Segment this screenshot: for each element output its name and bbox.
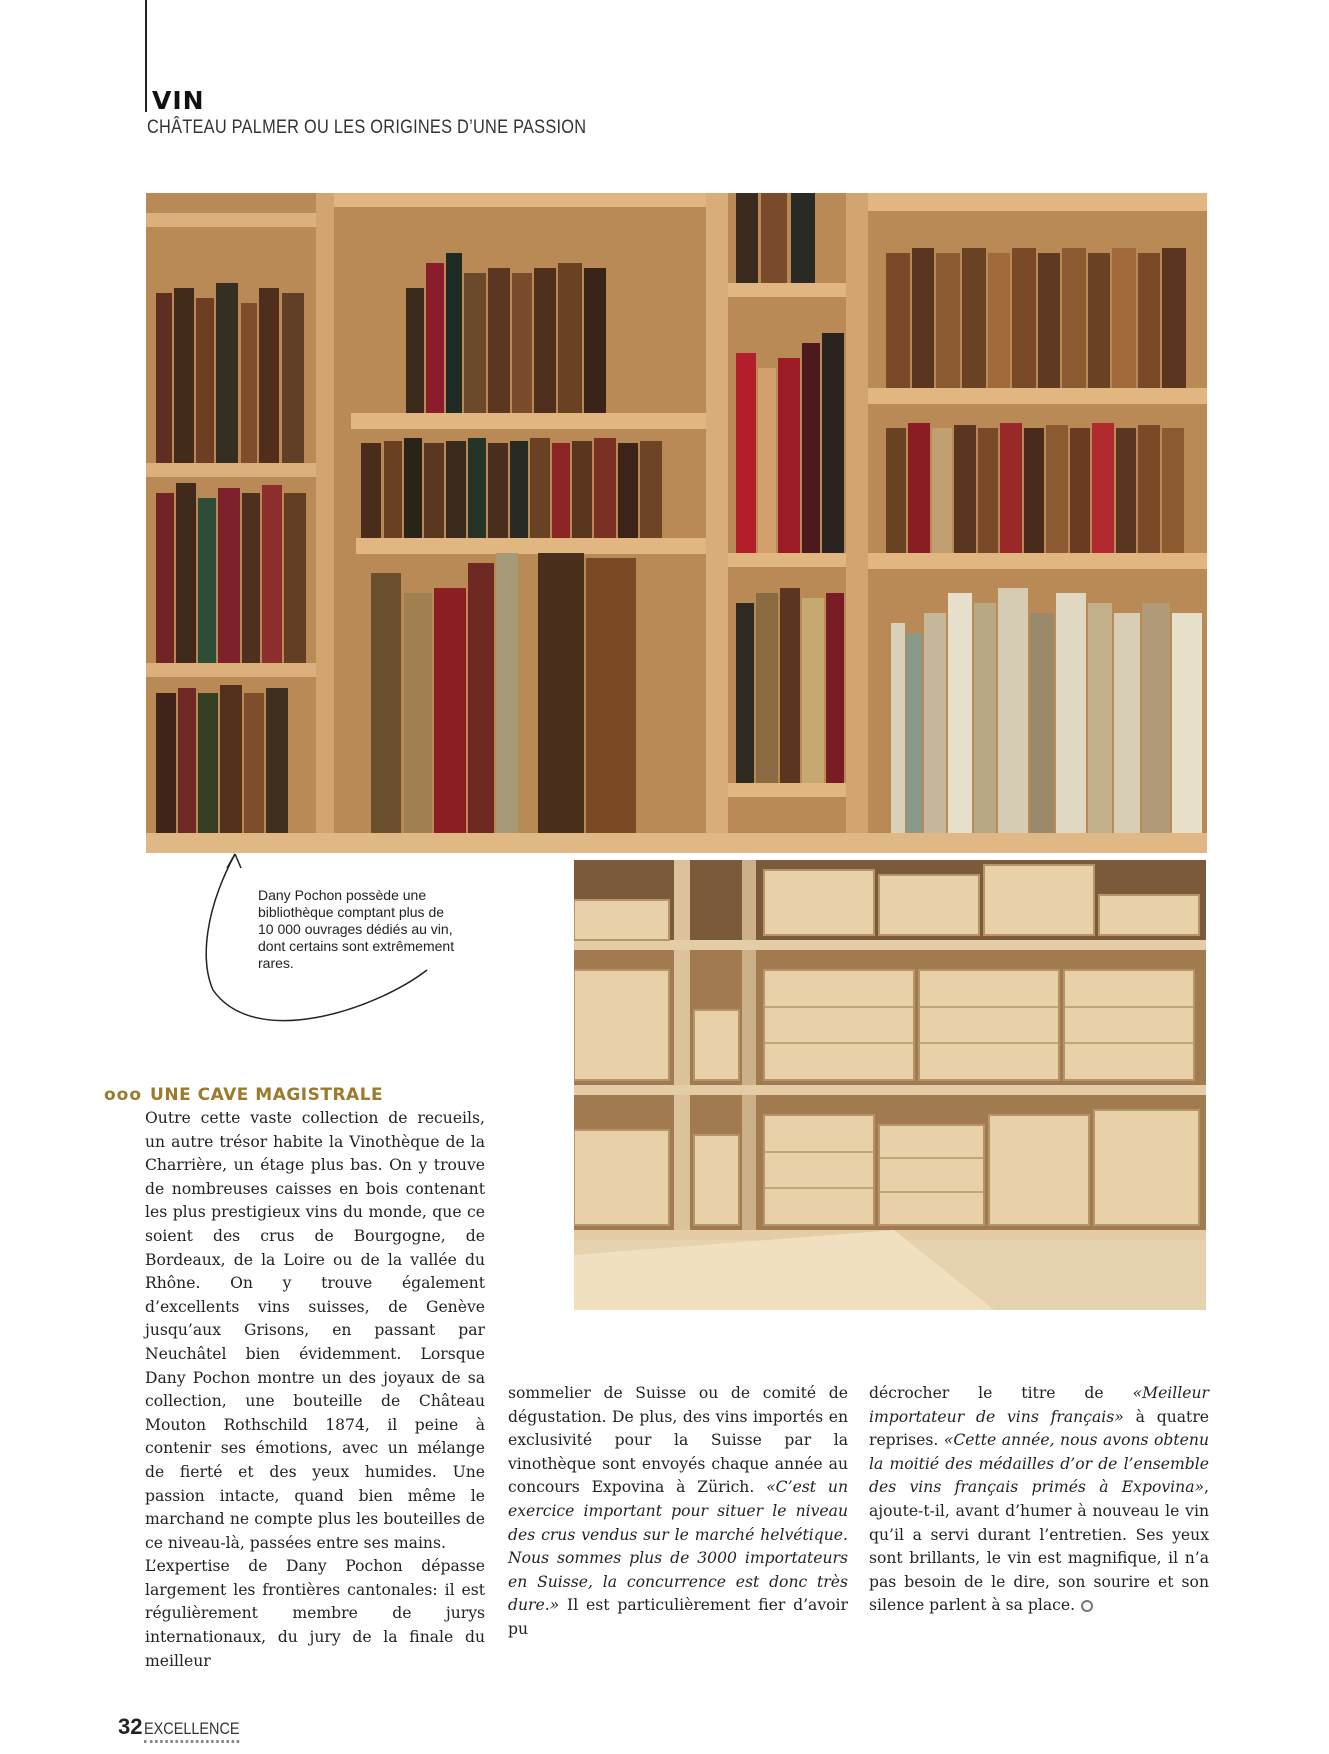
col3-text-b: à quatre reprises. [869,1407,1209,1450]
magazine-name: EXCELLENCE [144,1719,240,1743]
subhead-dots-icon: ooo [104,1085,143,1105]
article-paragraph-3 [508,1382,848,1642]
page-number: 32 [118,1714,143,1739]
photo-caption: Dany Pochon possède une bibliothèque comptant plus de 10 000 ouvrages dédiés au vin, dont certains sont extrêmement rares. [258,887,455,971]
end-mark-icon [1081,1600,1093,1612]
article-column-2 [508,1382,848,1642]
bookshelf-illustration [146,193,1207,853]
col2-text-b: Il est particulièrement fier d’avoir pu [508,1596,848,1638]
section-title: VIN [152,86,205,115]
col3-quote-1: «Meilleur importateur de vins français» [869,1384,1209,1426]
page-footer [118,1714,257,1743]
article-paragraph-4 [869,1382,1209,1618]
article-column-1 [145,1107,485,1673]
col3-quote-2: «Cette année, nous avons obtenu la moitié des médailles d’or de l’ensemble des vins français primés à Expovina» [869,1431,1209,1497]
col2-text-a: sommelier de Suisse ou de comité de dégustation. De plus, des vins importés en exclusivité pour la Suisse par la vinothèque sont envoyés chaque année au concours Expovina à Zürich. [508,1384,848,1497]
section-subtitle: CHÂTEAU PALMER OU LES ORIGINES D’UNE PASSION [147,117,587,138]
wine-cellar-illustration [574,860,1206,1310]
article-paragraph-2: L’expertise de Dany Pochon dépasse largement les frontières cantonales: il est régulièrement membre de jurys internationaux, du jury de la finale du meilleur [145,1557,485,1670]
col2-quote: «C’est un exercice important pour situer le niveau des crus vendus sur le marché helvétique. Nous sommes plus de 3000 importateurs en Suisse, la concurrence est donc très dure.» [508,1478,848,1615]
article-subhead [104,1085,383,1105]
header-rule [145,0,147,112]
bookshelf-photo [146,193,1207,853]
article-paragraph-1: Outre cette vaste collection de recueils, un autre trésor habite la Vinothèque de la Charrière, un étage plus bas. On y trouve de nombreuses caisses en bois contenant les plus prestigieux vins du monde, que ce soient des crus de Bourgogne, de Bordeaux, de la Loire ou de la vallée du Rhône. On y trouve également d’excellents vins suisses, de Genève jusqu’aux Grisons, en passant par Neuchâtel bien évidemment. Lorsque Dany Pochon montre un des joyaux de sa collection, une bouteille de Château Mouton Rothschild 1874, il peine à contenir ses émotions, avec un mélange de fierté et des yeux humides. Une passion intacte, quand bien même le marchand ne compte plus les bouteilles de ce niveau-là, passées entre ses mains. [145,1109,485,1552]
col3-text-a: décrocher le titre de [869,1384,1133,1402]
wine-crate-photo [574,860,1206,1310]
subhead-text: UNE CAVE MAGISTRALE [150,1085,384,1105]
col3-text-c: , ajoute-t-il, avant d’humer à nouveau le vin qu’il a servi durant l’entretien. Ses yeux sont brillants, le vin est magnifique, il n’a pas besoin de le dire, son sourire et son silence parlent à sa place. [869,1478,1209,1615]
article-column-3 [869,1382,1209,1618]
